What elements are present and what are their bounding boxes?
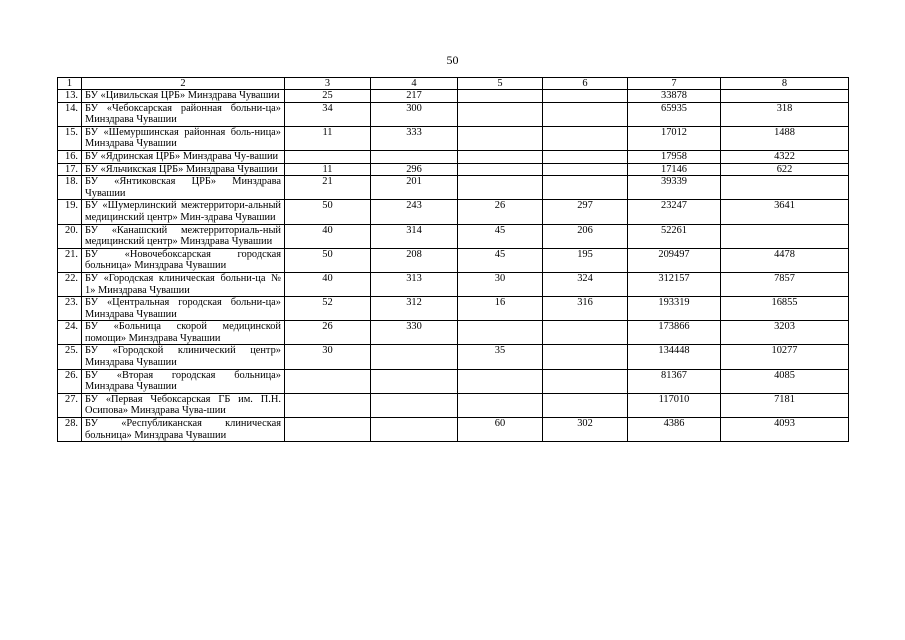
cell-col-3: 52 — [285, 297, 371, 321]
cell-col-4 — [371, 150, 458, 163]
table-row — [58, 150, 849, 163]
institution-name: БУ «Республиканская клиническая больница» Минздрава Чувашии — [82, 418, 285, 442]
row-number: 23. — [58, 297, 82, 321]
cell-col-3: 30 — [285, 345, 371, 369]
cell-col-4 — [371, 418, 458, 442]
table-row — [58, 163, 849, 176]
cell-col-7: 312157 — [628, 272, 721, 296]
row-number: 17. — [58, 163, 82, 176]
institution-name: БУ «Чебоксарская районная больни-ца» Минздрава Чувашии — [82, 102, 285, 126]
table-row — [58, 200, 849, 224]
row-number: 15. — [58, 126, 82, 150]
cell-col-7: 17012 — [628, 126, 721, 150]
institution-name: БУ «Новочебоксарская городская больница» Минздрава Чувашии — [82, 248, 285, 272]
row-number: 24. — [58, 321, 82, 345]
cell-col-3: 25 — [285, 90, 371, 103]
cell-col-8: 4478 — [721, 248, 849, 272]
cell-col-5 — [458, 321, 543, 345]
table-row — [58, 345, 849, 369]
cell-col-8: 4093 — [721, 418, 849, 442]
institution-name: БУ «Янтиковская ЦРБ» Минздрава Чувашии — [82, 176, 285, 200]
table-row — [58, 418, 849, 442]
institution-name: БУ «Шемуршинская районная боль-ница» Минздрава Чувашии — [82, 126, 285, 150]
cell-col-6 — [543, 90, 628, 103]
table-row — [58, 393, 849, 417]
cell-col-5 — [458, 176, 543, 200]
cell-col-7: 117010 — [628, 393, 721, 417]
cell-col-8 — [721, 224, 849, 248]
column-header: 3 — [285, 78, 371, 90]
cell-col-6: 302 — [543, 418, 628, 442]
cell-col-6 — [543, 345, 628, 369]
table-row — [58, 224, 849, 248]
cell-col-5: 26 — [458, 200, 543, 224]
cell-col-6: 324 — [543, 272, 628, 296]
cell-col-3: 21 — [285, 176, 371, 200]
cell-col-7: 4386 — [628, 418, 721, 442]
cell-col-5 — [458, 369, 543, 393]
table-row — [58, 126, 849, 150]
column-header: 1 — [58, 78, 82, 90]
cell-col-4: 217 — [371, 90, 458, 103]
cell-col-7: 23247 — [628, 200, 721, 224]
cell-col-4: 201 — [371, 176, 458, 200]
cell-col-4: 313 — [371, 272, 458, 296]
cell-col-4: 243 — [371, 200, 458, 224]
table-row — [58, 176, 849, 200]
cell-col-3 — [285, 393, 371, 417]
column-header: 8 — [721, 78, 849, 90]
cell-col-3 — [285, 150, 371, 163]
cell-col-4: 300 — [371, 102, 458, 126]
row-number: 21. — [58, 248, 82, 272]
table-row — [58, 297, 849, 321]
cell-col-5 — [458, 126, 543, 150]
cell-col-6: 297 — [543, 200, 628, 224]
cell-col-8 — [721, 176, 849, 200]
column-header: 6 — [543, 78, 628, 90]
cell-col-4: 296 — [371, 163, 458, 176]
cell-col-7: 209497 — [628, 248, 721, 272]
institution-name: БУ «Городская клиническая больни-ца № 1» Минздрава Чувашии — [82, 272, 285, 296]
institution-name: БУ «Центральная городская больни-ца» Минздрава Чувашии — [82, 297, 285, 321]
cell-col-7: 39339 — [628, 176, 721, 200]
cell-col-3 — [285, 418, 371, 442]
hospital-table — [57, 77, 849, 442]
institution-name: БУ «Вторая городская больница» Минздрава Чувашии — [82, 369, 285, 393]
cell-col-3: 34 — [285, 102, 371, 126]
row-number: 13. — [58, 90, 82, 103]
cell-col-5: 30 — [458, 272, 543, 296]
cell-col-8: 622 — [721, 163, 849, 176]
institution-name: БУ «Цивильская ЦРБ» Минздрава Чувашии — [82, 90, 285, 103]
cell-col-6 — [543, 369, 628, 393]
cell-col-4: 330 — [371, 321, 458, 345]
cell-col-3: 50 — [285, 200, 371, 224]
cell-col-8 — [721, 90, 849, 103]
row-number: 14. — [58, 102, 82, 126]
cell-col-7: 134448 — [628, 345, 721, 369]
cell-col-8: 318 — [721, 102, 849, 126]
cell-col-6: 195 — [543, 248, 628, 272]
cell-col-4: 312 — [371, 297, 458, 321]
row-number: 20. — [58, 224, 82, 248]
cell-col-8: 7857 — [721, 272, 849, 296]
cell-col-6 — [543, 102, 628, 126]
institution-name: БУ «Шумерлинский межтерритори-альный медицинский центр» Мин-здрава Чувашии — [82, 200, 285, 224]
cell-col-3: 40 — [285, 272, 371, 296]
column-number-row — [58, 78, 849, 90]
cell-col-8: 4322 — [721, 150, 849, 163]
cell-col-7: 17146 — [628, 163, 721, 176]
cell-col-7: 173866 — [628, 321, 721, 345]
cell-col-4 — [371, 369, 458, 393]
column-header: 7 — [628, 78, 721, 90]
cell-col-3: 11 — [285, 163, 371, 176]
cell-col-3: 11 — [285, 126, 371, 150]
cell-col-8: 16855 — [721, 297, 849, 321]
cell-col-8: 1488 — [721, 126, 849, 150]
cell-col-4: 333 — [371, 126, 458, 150]
cell-col-7: 81367 — [628, 369, 721, 393]
cell-col-7: 17958 — [628, 150, 721, 163]
row-number: 26. — [58, 369, 82, 393]
cell-col-7: 33878 — [628, 90, 721, 103]
column-header: 4 — [371, 78, 458, 90]
table-row — [58, 90, 849, 103]
cell-col-4 — [371, 393, 458, 417]
row-number: 27. — [58, 393, 82, 417]
row-number: 19. — [58, 200, 82, 224]
row-number: 28. — [58, 418, 82, 442]
cell-col-6 — [543, 393, 628, 417]
row-number: 25. — [58, 345, 82, 369]
cell-col-5 — [458, 393, 543, 417]
cell-col-6 — [543, 126, 628, 150]
cell-col-5 — [458, 163, 543, 176]
row-number: 22. — [58, 272, 82, 296]
institution-name: БУ «Больница скорой медицинской помощи» Минздрава Чувашии — [82, 321, 285, 345]
cell-col-5 — [458, 102, 543, 126]
cell-col-5: 60 — [458, 418, 543, 442]
page-number: 50 — [446, 53, 459, 67]
cell-col-4: 208 — [371, 248, 458, 272]
cell-col-4: 314 — [371, 224, 458, 248]
cell-col-8: 10277 — [721, 345, 849, 369]
table-row — [58, 321, 849, 345]
cell-col-6: 206 — [543, 224, 628, 248]
table-row — [58, 248, 849, 272]
row-number: 16. — [58, 150, 82, 163]
cell-col-5: 45 — [458, 224, 543, 248]
cell-col-8: 7181 — [721, 393, 849, 417]
cell-col-6 — [543, 321, 628, 345]
cell-col-6: 316 — [543, 297, 628, 321]
cell-col-4 — [371, 345, 458, 369]
institution-name: БУ «Первая Чебоксарская ГБ им. П.Н. Осипова» Минздрава Чува-шии — [82, 393, 285, 417]
cell-col-7: 52261 — [628, 224, 721, 248]
cell-col-7: 193319 — [628, 297, 721, 321]
cell-col-7: 65935 — [628, 102, 721, 126]
institution-name: БУ «Городской клинический центр» Минздрава Чувашии — [82, 345, 285, 369]
cell-col-3: 40 — [285, 224, 371, 248]
cell-col-5 — [458, 150, 543, 163]
row-number: 18. — [58, 176, 82, 200]
cell-col-3: 26 — [285, 321, 371, 345]
table-row — [58, 272, 849, 296]
column-header: 5 — [458, 78, 543, 90]
cell-col-8: 3203 — [721, 321, 849, 345]
column-header: 2 — [82, 78, 285, 90]
cell-col-8: 3641 — [721, 200, 849, 224]
institution-name: БУ «Канашский межтерриториаль-ный медицинский центр» Минздрава Чувашии — [82, 224, 285, 248]
cell-col-3 — [285, 369, 371, 393]
cell-col-3: 50 — [285, 248, 371, 272]
cell-col-5: 45 — [458, 248, 543, 272]
institution-name: БУ «Ядринская ЦРБ» Минздрава Чу-вашии — [82, 150, 285, 163]
cell-col-6 — [543, 176, 628, 200]
cell-col-8: 4085 — [721, 369, 849, 393]
cell-col-5: 16 — [458, 297, 543, 321]
table-row — [58, 102, 849, 126]
cell-col-5: 35 — [458, 345, 543, 369]
cell-col-5 — [458, 90, 543, 103]
institution-name: БУ «Яльчикская ЦРБ» Минздрава Чувашии — [82, 163, 285, 176]
cell-col-6 — [543, 163, 628, 176]
table-row — [58, 369, 849, 393]
cell-col-6 — [543, 150, 628, 163]
